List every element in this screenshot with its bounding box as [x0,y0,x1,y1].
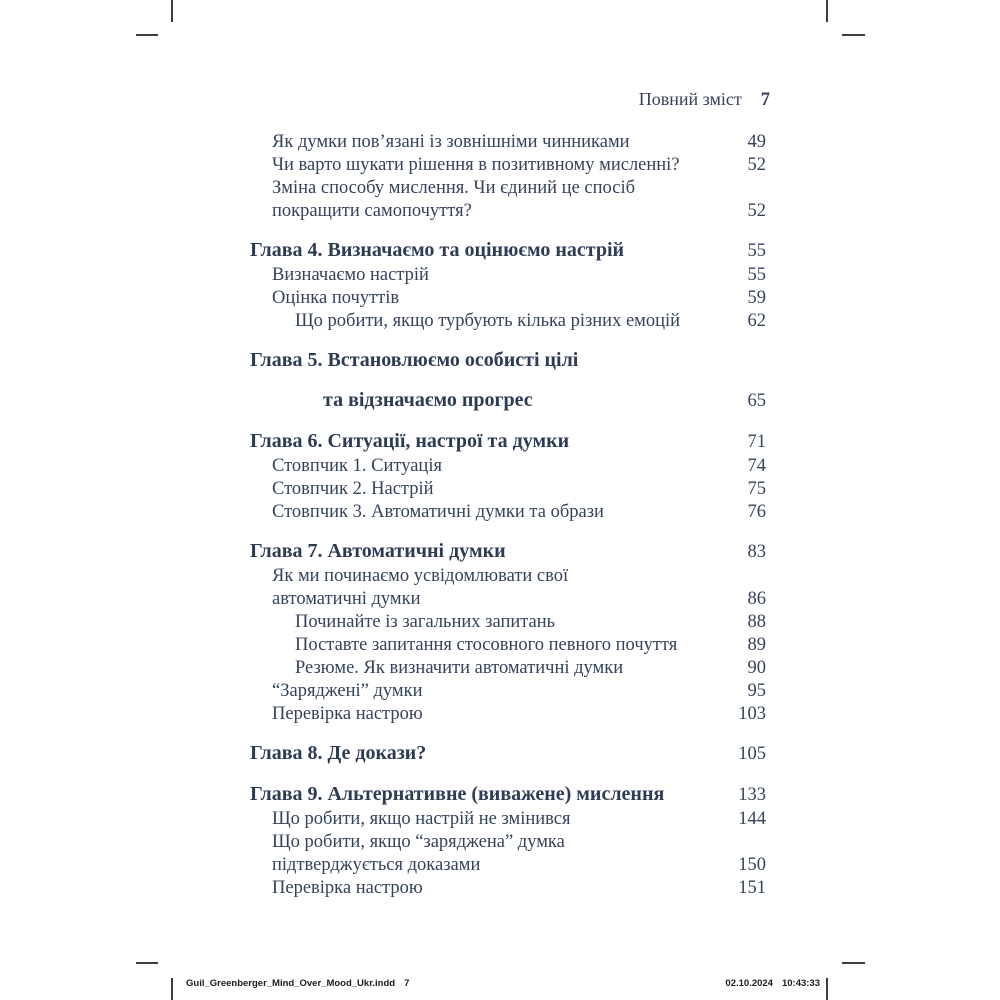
toc-entry-title: автоматичні думки [272,589,421,609]
toc-entry [250,539,766,565]
crop-mark-bottom-right-horizontal [842,962,865,964]
toc-entry [250,680,766,703]
toc-entry [250,177,766,200]
toc-entry-title: Як думки пов’язані із зовнішніми чинниками [272,132,630,152]
toc-entry-title: Що робити, якщо настрій не змінився [272,809,571,829]
toc-entry-title: Перевірка настрою [272,878,423,898]
toc-entry-title: Що робити, якщо “заряджена” думка [272,832,565,852]
toc-entry [250,200,766,223]
toc-entry-title: Що робити, якщо турбують кілька різних емоцій [295,311,681,331]
slug-time: 10:43:33 [781,978,820,989]
toc-entry-title: Оцінка почуттів [272,288,400,308]
toc-entry-page-number: 86 [747,589,766,609]
toc-entry [250,831,766,854]
toc-entry [250,264,766,287]
crop-mark-top-right-horizontal [842,34,865,36]
toc-entry-page-number: 150 [738,855,766,875]
toc-entry [250,703,766,726]
toc-entry [250,741,766,767]
toc-entry-page-number: 71 [747,432,766,452]
crop-mark-top-left-vertical [171,0,173,22]
toc-entry-title: Глава 6. Ситуації, настрої та думки [250,430,570,452]
toc-entry [250,348,766,373]
toc-entry-title: Глава 9. Альтернативне (виважене) мислення [250,783,665,805]
toc-entry [250,854,766,877]
toc-entry-title: покращити самопочуття? [272,201,472,221]
toc-entry-page-number: 75 [747,479,766,499]
crop-mark-bottom-left-horizontal [136,962,158,964]
toc-entry-page-number: 76 [747,502,766,522]
toc-entry-page-number: 95 [747,681,766,701]
slug-file-info [186,978,409,989]
toc-entry [250,782,766,808]
toc-entry [250,310,766,333]
toc-entry [250,131,766,154]
crop-mark-bottom-left-vertical [171,978,173,1000]
toc-entry [250,877,766,900]
toc-entry-page-number: 151 [738,878,766,898]
toc-entry-page-number: 105 [738,744,766,764]
toc-entry-title: Визначаємо настрій [272,265,429,285]
toc-entry-page-number: 90 [747,658,766,678]
toc-entry-title: підтверджується доказами [272,855,481,875]
slug-timestamp [725,978,820,989]
toc-entry [250,657,766,680]
toc-entry-page-number: 103 [738,704,766,724]
toc-entry-title: та відзначаємо прогрес [323,389,533,411]
toc-entry [250,429,766,455]
toc-entry-title: Стовпчик 1. Ситуація [272,456,442,476]
toc-entry-page-number: 89 [747,635,766,655]
toc-entry-title: Стовпчик 3. Автоматичні думки та образи [272,502,604,522]
toc-entry-title: Глава 8. Де докази? [250,742,427,764]
table-of-contents [250,131,766,900]
page-number: 7 [760,90,770,110]
toc-entry-page-number: 59 [747,288,766,308]
running-header-title: Повний зміст [638,89,742,109]
toc-entry [250,388,766,414]
toc-entry [250,501,766,524]
toc-entry-page-number: 83 [747,542,766,562]
toc-entry [250,455,766,478]
toc-entry [250,478,766,501]
toc-entry-page-number: 55 [747,265,766,285]
toc-entry-page-number: 74 [747,456,766,476]
toc-entry-title: Поставте запитання стосовного певного почуття [295,635,678,655]
running-header [639,89,770,111]
slug-file-page: 7 [404,978,410,989]
crop-mark-top-right-vertical [826,0,828,22]
toc-entry [250,634,766,657]
toc-entry-title: Починайте із загальних запитань [295,612,556,632]
toc-entry-title: Чи варто шукати рішення в позитивному мисленні? [272,155,680,175]
toc-entry-title: “Заряджені” думки [272,681,423,701]
toc-entry-title: Резюме. Як визначити автоматичні думки [295,658,624,678]
toc-entry-title: Глава 7. Автоматичні думки [250,540,506,562]
toc-entry-title: Зміна способу мислення. Чи єдиний це спосіб [272,178,635,198]
toc-entry-page-number: 133 [738,785,766,805]
toc-entry-page-number: 52 [747,201,766,221]
toc-entry-page-number: 88 [747,612,766,632]
crop-mark-top-left-horizontal [136,34,158,36]
toc-entry-title: Стовпчик 2. Настрій [272,479,434,499]
toc-entry-title: Перевірка настрою [272,704,423,724]
toc-entry [250,808,766,831]
crop-mark-bottom-right-vertical [826,978,828,1000]
toc-entry-page-number: 55 [747,241,766,261]
toc-entry-page-number: 65 [747,391,766,411]
toc-entry-title: Глава 5. Встановлюємо особисті цілі [250,349,579,371]
toc-entry [250,287,766,310]
toc-entry [250,565,766,588]
toc-entry [250,588,766,611]
toc-entry-page-number: 52 [747,155,766,175]
slug-file-name: Guil_Greenberger_Mind_Over_Mood_Ukr.indd [186,978,396,989]
toc-entry [250,611,766,634]
slug-date: 02.10.2024 [725,978,773,989]
toc-entry [250,154,766,177]
toc-entry-page-number: 144 [738,809,766,829]
toc-entry-title: Як ми починаємо усвідомлювати свої [272,566,569,586]
toc-entry [250,238,766,264]
toc-entry-title: Глава 4. Визначаємо та оцінюємо настрій [250,239,625,261]
toc-entry-page-number: 62 [747,311,766,331]
toc-entry-page-number: 49 [747,132,766,152]
